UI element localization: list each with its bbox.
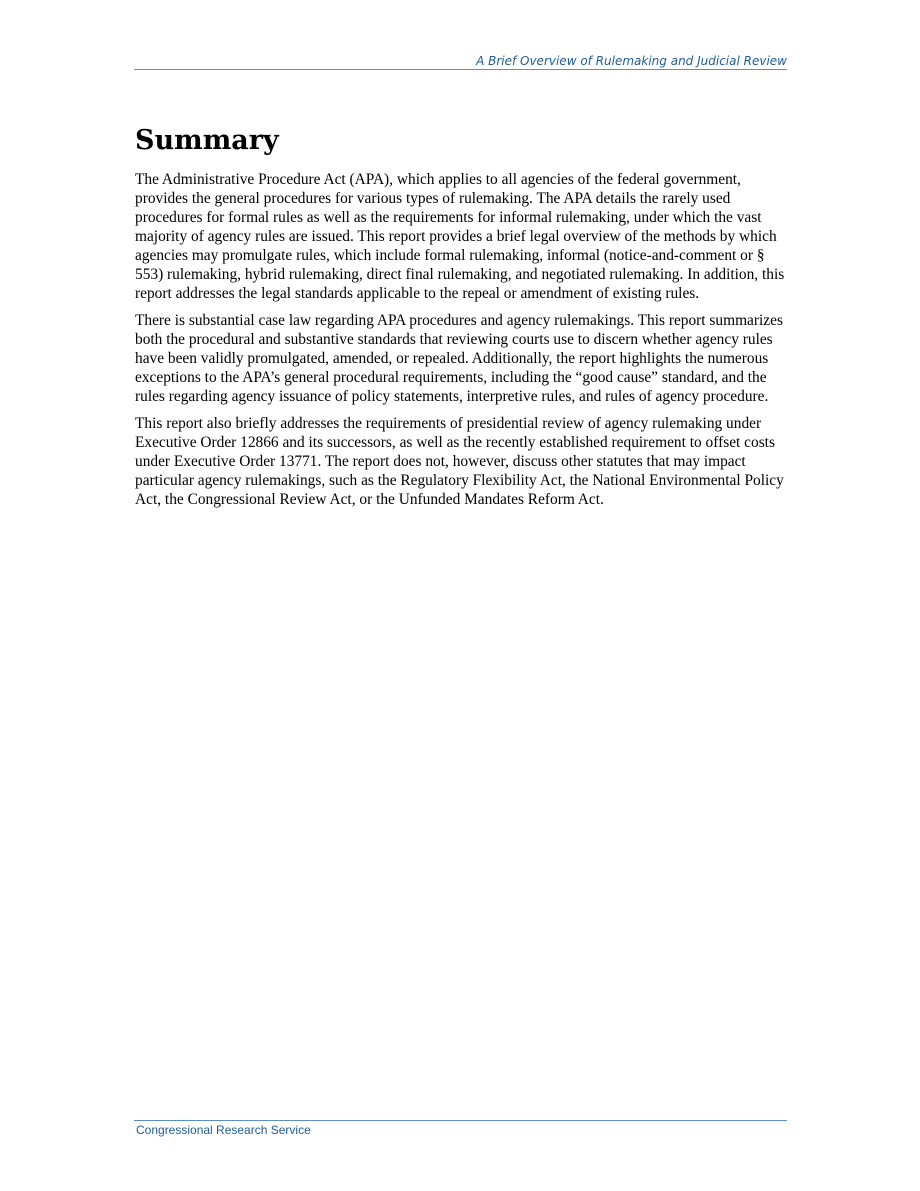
summary-paragraph-3: This report also briefly addresses the requirements of presidential review of agency rulemaking under Executive Order 12866 and its successors, as well as the recently established requirement to offset costs under Executive Order 13771. The report does not, however, discuss other statutes that may impact particular agency rulemakings, such as the Regulatory Flexibility Act, the National Environmental Policy Act, the Congressional Review Act, or the Unfunded Mandates Reform Act. — [135, 415, 784, 508]
page-title: Summary — [135, 125, 279, 156]
header-divider — [134, 69, 787, 70]
footer-organization: Congressional Research Service — [136, 1123, 311, 1137]
summary-paragraph-1: The Administrative Procedure Act (APA), which applies to all agencies of the federal government, provides the general procedures for various types of rulemaking. The APA details the rarely used procedures for formal rules as well as the requirements for informal rulemaking, under which the vast majority of agency rules are issued. This report provides a brief legal overview of the methods by which agencies may promulgate rules, which include formal rulemaking, informal (notice-and-comment or § 553) rulemaking, hybrid rulemaking, direct final rulemaking, and negotiated rulemaking. In addition, this report addresses the legal standards applicable to the repeal or amendment of existing rules. — [135, 171, 785, 302]
summary-body — [135, 170, 785, 517]
summary-paragraph-2: There is substantial case law regarding APA procedures and agency rulemakings. This report summarizes both the procedural and substantive standards that reviewing courts use to discern whether agency rules have been validly promulgated, amended, or repealed. Additionally, the report highlights the numerous exceptions to the APA’s general procedural requirements, including the “good cause” standard, and the rules regarding agency issuance of policy statements, interpretive rules, and rules of agency procedure. — [135, 312, 783, 405]
running-header-title: A Brief Overview of Rulemaking and Judicial Review — [476, 54, 787, 68]
footer-divider — [134, 1120, 787, 1121]
